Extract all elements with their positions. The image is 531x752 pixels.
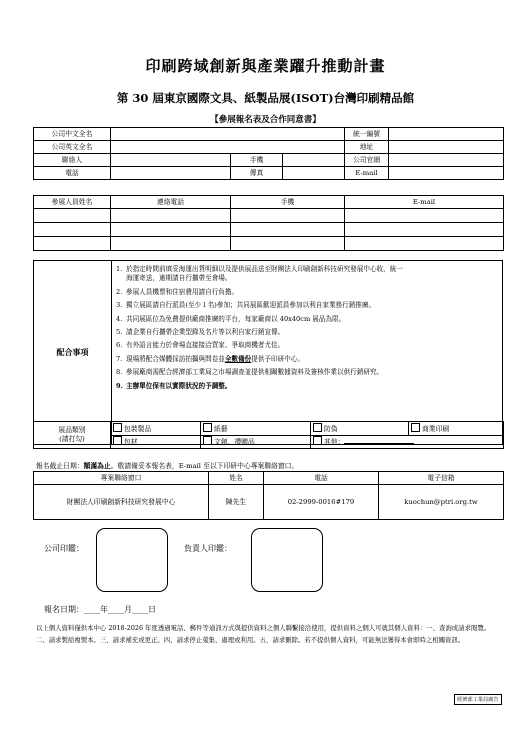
fax-field[interactable]	[283, 167, 345, 180]
category-option[interactable]: 文創、禮贈品	[201, 435, 311, 449]
category-option[interactable]: 包材	[111, 435, 201, 449]
contact-table	[33, 471, 504, 520]
ministry-stamp: 經濟部工業局廣告	[454, 694, 502, 705]
category-label: 展品類別 (請打勾)	[34, 422, 111, 449]
contact-header: 電話	[264, 472, 379, 485]
checkbox-icon	[313, 423, 322, 432]
contact-phone: 02-2999-0016#179	[264, 485, 379, 520]
term-item: 2. 參展人員機票和住宿費用請自行負擔。	[116, 287, 239, 296]
owner-seal-box[interactable]	[251, 528, 323, 592]
contact-header: 姓名	[209, 472, 264, 485]
staff-row-1-phone[interactable]	[111, 209, 231, 223]
category-table	[33, 421, 504, 449]
mobile-field[interactable]	[283, 154, 345, 167]
company-cn-field[interactable]	[111, 128, 345, 141]
company-seal-label: 公司印鑑：	[44, 544, 84, 553]
terms-section	[33, 260, 503, 445]
term-item: 6. 有外語言能力於會場直接接洽買家、爭取商機者尤佳。	[116, 341, 285, 350]
email-field[interactable]	[389, 167, 504, 180]
checkbox-icon	[203, 436, 212, 445]
staff-row-1-mobile[interactable]	[231, 209, 345, 223]
company-cn-label: 公司中文全名	[34, 128, 111, 141]
email-label: E-mail	[345, 167, 389, 180]
category-option[interactable]: 紙藝	[201, 422, 311, 436]
contact-label: 聯絡人	[34, 154, 111, 167]
registration-date[interactable]: 報名日期：____年____月____日	[44, 605, 156, 614]
deadline-note: 報名截止日期：額滿為止。敬請備妥本報名表，E-mail 至以下印研中心專案聯絡窗口。	[36, 462, 299, 470]
contact-name: 陳先生	[209, 485, 264, 520]
contact-header: 電子信箱	[379, 472, 504, 485]
checkbox-icon	[411, 423, 420, 432]
terms-list	[116, 265, 499, 391]
term-item: 海運寄送，逾期請自行攜帶至會場。	[126, 274, 232, 283]
contact-field[interactable]	[111, 154, 231, 167]
owner-seal-label: 負責人印鑑：	[184, 544, 232, 553]
terms-label: 配合事項	[34, 261, 112, 444]
checkbox-icon	[313, 436, 322, 445]
company-info-table	[33, 127, 504, 180]
term-item: 5. 請企業自行攜帶企業型錄及名片等以利自家行銷宣傳。	[116, 328, 285, 337]
document-title: 印刷跨域創新與產業躍升推動計畫	[145, 57, 386, 75]
staff-row-1-name[interactable]	[34, 209, 111, 223]
website-label: 公司官網	[345, 154, 389, 167]
staff-row-1-email[interactable]	[345, 209, 504, 223]
staff-email-header: E-mail	[345, 196, 504, 209]
term-item: 8. 參展廠商需配合經濟部工業局之市場調查並提供相關數據資料及簽核作業以供行銷研究。	[116, 368, 384, 377]
staff-row-2-name[interactable]	[34, 223, 111, 237]
staff-phone-header: 連絡電話	[111, 196, 231, 209]
mobile-label: 手機	[231, 154, 283, 167]
staff-table	[33, 195, 504, 251]
address-field[interactable]	[389, 141, 504, 154]
term-item: 1. 於指定時間前填妥海運出貨明細以及提供展品送至財團法人印刷創新科技研究發展中心收，統一	[116, 265, 403, 273]
category-option[interactable]: 商業印刷	[409, 422, 504, 436]
phone-label: 電話	[34, 167, 111, 180]
checkbox-icon	[203, 423, 212, 432]
company-seal-box[interactable]	[96, 528, 168, 592]
phone-field[interactable]	[111, 167, 231, 180]
staff-row-3-email[interactable]	[345, 237, 504, 251]
address-label: 地址	[345, 141, 389, 154]
company-en-label: 公司英文全名	[34, 141, 111, 154]
staff-row-3-phone[interactable]	[111, 237, 231, 251]
seal-area	[0, 528, 531, 608]
website-field[interactable]	[389, 154, 504, 167]
staff-row-3-mobile[interactable]	[231, 237, 345, 251]
checkbox-icon	[113, 423, 122, 432]
term-item: 3. 獨立展區請自行派員(至少１名)參加；共同展區歡迎派員參加以利自家業務行銷推廣。	[116, 301, 376, 310]
term-item: 7. 現場將配合媒體採訪拍攝與問卷並全數備份提供予印研中心。	[116, 354, 305, 363]
staff-mobile-header: 手機	[231, 196, 345, 209]
emphasis-backup: 全數備份	[224, 354, 252, 363]
form-heading: 【參展報名表及合作同意書】	[210, 115, 321, 125]
staff-row-3-name[interactable]	[34, 237, 111, 251]
term-item: 9. 主辦單位保有以實際狀況的予調整。	[116, 381, 232, 390]
staff-row-2-phone[interactable]	[111, 223, 231, 237]
company-en-field[interactable]	[111, 141, 345, 154]
category-option[interactable]: 防偽	[311, 422, 409, 436]
category-other[interactable]: 其他：	[311, 435, 504, 449]
staff-row-2-mobile[interactable]	[231, 223, 345, 237]
contact-header: 專案聯絡窗口	[34, 472, 209, 485]
term-item: 4. 共同展區位為免費提供廠商推廣的平台，每家廠商以 40x40cm 展品為限。	[116, 314, 346, 323]
document-subtitle: 第 30 屆東京國際文具、紙製品展(ISOT)台灣印刷精品館	[116, 91, 415, 105]
fax-label: 傳真	[231, 167, 283, 180]
staff-name-header: 參展人員姓名	[34, 196, 111, 209]
contact-org: 財團法人印刷創新科技研究發展中心	[34, 485, 209, 520]
tax-id-label: 統一編號	[345, 128, 389, 141]
category-option[interactable]: 包裝製品	[111, 422, 201, 436]
contact-email[interactable]: kuochun@ptri.org.tw	[379, 485, 504, 520]
privacy-notice: 以上個人資料僅供本中心 2018-2026 年度透過電話、郵件等通訊方式與提供資料之個人聯繫接洽使用，提供資料之個人可就其個人資料：一、查詢或請求閱覽。二、請求製給複製本。三、請求補充或更正。四、請求停止蒐集、處理或利用。五、請求刪除。若不提供個人資料，可能無法獲得本會即時之相關資訊。	[36, 624, 491, 644]
checkbox-icon	[113, 436, 122, 445]
staff-row-2-email[interactable]	[345, 223, 504, 237]
tax-id-field[interactable]	[389, 128, 504, 141]
